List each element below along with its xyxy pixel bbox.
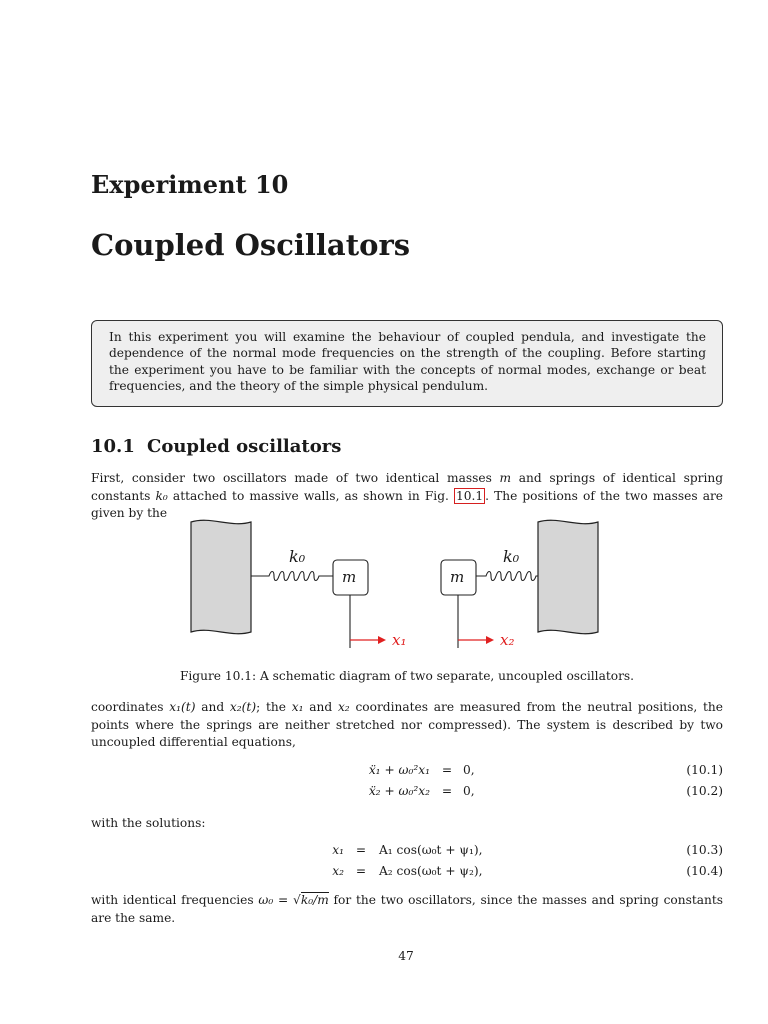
equation-number: (10.2) [686,784,723,798]
oscillator-figure [180,510,600,660]
equation-lhs: x₂ [332,864,344,878]
left-wall [191,520,251,633]
math-sqrt-argument: k₀/m [300,893,329,907]
section-heading [91,436,341,457]
text-run: ; the [256,700,292,714]
section-title: Coupled oscillators [147,436,342,457]
right-wall [538,520,598,633]
left-spring [251,572,333,581]
text-run: . The positions of the two masses are given by the [91,488,723,520]
equation-equals: = [355,843,367,857]
text-run: coordinates are measured from the neutral positions, the points where the springs are neither stretched nor compressed). The system is described by two uncoupled differential equations, [91,700,723,749]
spring-label-left: k₀ [289,547,306,566]
x2-arrow [458,636,494,644]
math-omega: ω₀ = [258,893,294,907]
equation-lhs: ẍ₂ + ω₀²x₂ [368,784,430,798]
text-run: with identical frequencies [91,893,259,907]
math-x1: x₁ [291,700,304,714]
equation-rhs: A₁ cos(ω₀t + ψ₁), [379,843,483,857]
abstract-box [91,320,723,407]
equation-rhs: 0, [463,784,475,798]
math-m: m [499,471,512,485]
spring-label-right: k₀ [503,547,520,566]
equation-equals: = [441,784,453,798]
paragraph-solutions: with the solutions: [91,816,206,830]
figure-caption: Figure 10.1: A schematic diagram of two separate, uncoupled oscillators. [179,669,635,683]
equation-lhs: x₁ [332,843,344,857]
text-run: for the two oscillators, since the masses and spring constants are the same. [91,893,723,925]
sqrt-symbol: √ [293,893,301,907]
text-run: attached to massive walls, as shown in Fig. [167,488,454,503]
equation-number: (10.1) [686,763,723,777]
paragraph-frequencies [91,892,723,927]
text-run: and [195,700,230,714]
abstract-text: In this experiment you will examine the behaviour of coupled pendula, and investigate the dependence of the normal mode frequencies on the strength of the coupling. Before starting the experiment you have to be familiar with the concepts of normal modes, exchange or beat frequencies, and the theory of the simple physical pendulum. [109,330,706,393]
math-k0: k₀ [155,488,168,503]
math-x2: x₂ [337,700,350,714]
right-spring [476,572,538,581]
text-run: and springs of identical spring constants [91,471,723,503]
equation-rhs: A₂ cos(ω₀t + ψ₂), [379,864,483,878]
equation-lhs: ẍ₁ + ω₀²x₁ [368,763,430,777]
equation-number: (10.3) [686,843,723,857]
mass-label-right: m [450,568,465,586]
text-run: First, consider two oscillators made of two identical masses [91,471,500,485]
equation-number: (10.4) [686,864,723,878]
x2-label: x₂ [500,631,515,649]
x1-label: x₁ [392,631,407,649]
math-x2t: x₂(t) [229,700,257,714]
chapter-label: Experiment 10 [91,170,289,199]
section-number: 10.1 [91,436,135,457]
mass-label-left: m [342,568,357,586]
equation-equals: = [355,864,367,878]
equation-equals: = [441,763,453,777]
figure-reference-link[interactable]: 10.1 [455,488,484,503]
x1-arrow [350,636,386,644]
math-x1t: x₁(t) [169,700,196,714]
page-number: 47 [398,949,414,963]
text-run: and [303,700,338,714]
chapter-title: Coupled Oscillators [91,228,411,262]
text-run: coordinates [91,700,170,714]
paragraph-coordinates [91,699,723,752]
equation-rhs: 0, [463,763,475,777]
